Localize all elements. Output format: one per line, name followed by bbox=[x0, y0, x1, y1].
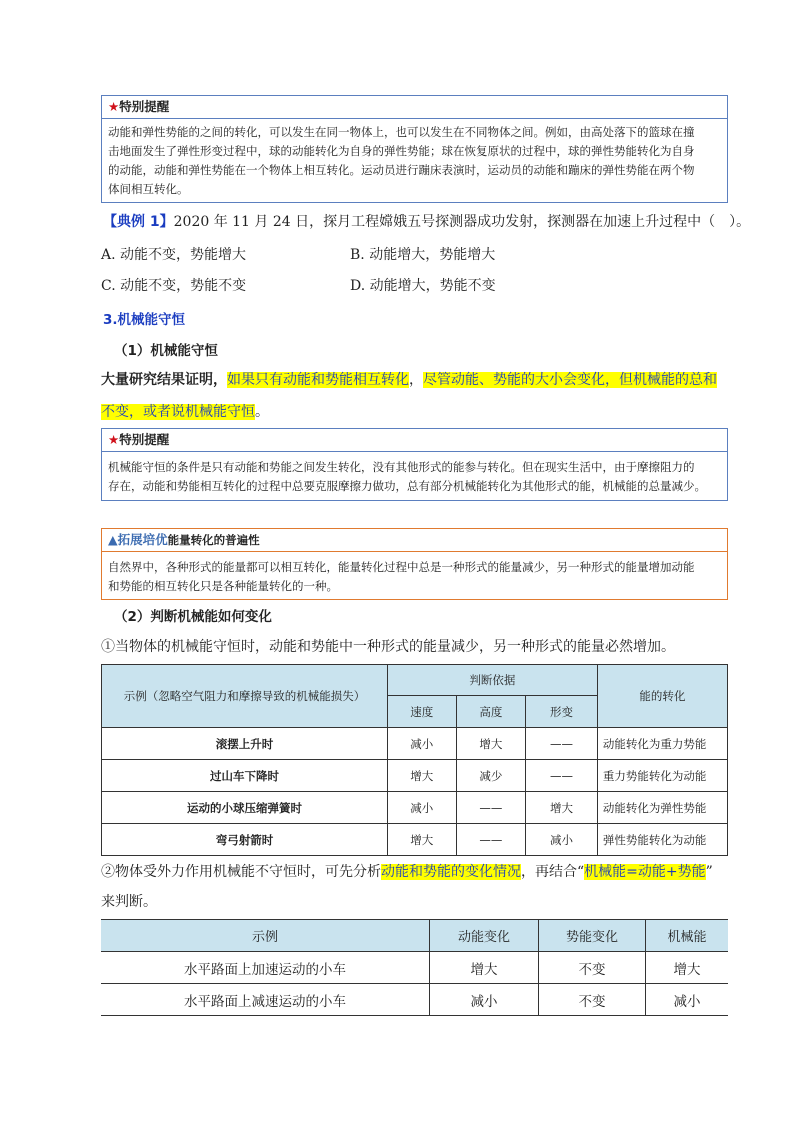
reminder-line: 的动能，动能和弹性势能在一个物体上相互转化。运动员进行蹦床表演时，运动员的动能和蹦床的弹性势能在两个物 bbox=[108, 163, 695, 177]
highlight-text: 动能和势能的变化情况 bbox=[381, 864, 521, 880]
triangle-icon: ▲ bbox=[108, 532, 118, 547]
highlight-text: 如果只有动能和势能相互转化 bbox=[227, 372, 409, 388]
point2-mid: ，再结合“ bbox=[521, 864, 585, 880]
table-row bbox=[102, 792, 728, 824]
cell-me: 减小 bbox=[646, 984, 729, 1016]
para-lead: 大量研究结果证明， bbox=[101, 372, 227, 388]
cell-example: 滚摆上升时 bbox=[102, 728, 388, 760]
subsection-title-2: （2）判断机械能如何变化 bbox=[114, 609, 272, 625]
point-2-line2: 来判断。 bbox=[101, 894, 157, 910]
special-reminder-box-2 bbox=[101, 428, 728, 501]
paragraph-conservation bbox=[101, 370, 717, 390]
example-label: 【典例 1】 bbox=[103, 214, 174, 230]
point2-end: ” bbox=[705, 864, 713, 880]
col-header-example: 示例 bbox=[101, 920, 430, 952]
cell-example: 水平路面上减速运动的小车 bbox=[101, 984, 430, 1016]
extension-subtitle: 能量转化的普遍性 bbox=[167, 533, 260, 547]
reminder-line: 机械能守恒的条件是只有动能和势能之间发生转化，没有其他形式的能参与转化。但在现实生活中，由于摩擦阻力的 bbox=[108, 460, 695, 474]
cell-example: 运动的小球压缩弹簧时 bbox=[102, 792, 388, 824]
cell-speed: 增大 bbox=[388, 760, 457, 792]
para-end: 。 bbox=[255, 404, 269, 420]
para-mid: ， bbox=[409, 372, 423, 388]
reminder-line: 动能和弹性势能的之间的转化，可以发生在同一物体上，也可以发生在不同物体之间。例如，由高处落下的篮球在撞 bbox=[108, 125, 695, 139]
cell-speed: 减小 bbox=[388, 728, 457, 760]
example-question bbox=[103, 212, 750, 232]
col-header-speed: 速度 bbox=[388, 696, 457, 728]
example-text: 2020 年 11 月 24 日，探月工程嫦娥五号探测器成功发射，探测器在加速上升过程中（ ）。 bbox=[173, 214, 751, 230]
col-header-height: 高度 bbox=[456, 696, 526, 728]
option-b: B. 动能增大，势能增大 bbox=[350, 247, 496, 263]
cell-example: 水平路面上加速运动的小车 bbox=[101, 952, 430, 984]
section-title: 3.机械能守恒 bbox=[103, 312, 186, 328]
table-row bbox=[102, 728, 728, 760]
cell-shape: —— bbox=[526, 728, 598, 760]
reminder-title: 特别提醒 bbox=[119, 99, 170, 114]
extension-line: 和势能的相互转化只是各种能量转化的一种。 bbox=[108, 579, 338, 593]
option-d: D. 动能增大，势能不变 bbox=[350, 278, 496, 294]
reminder-line: 存在，动能和势能相互转化的过程中总要克服摩擦力做功，总有部分机械能转化为其他形式的能，机械能的总量减少。 bbox=[108, 479, 706, 493]
cell-example: 弯弓射箭时 bbox=[102, 824, 388, 856]
cell-shape: —— bbox=[526, 760, 598, 792]
reminder-header bbox=[102, 96, 727, 119]
highlight-text: 机械能=动能+势能 bbox=[584, 864, 706, 880]
cell-pe: 不变 bbox=[539, 984, 646, 1016]
extension-line: 自然界中，各种形式的能量都可以相互转化，能量转化过程中总是一种形式的能量减少，另一种形式的能量增加动能 bbox=[108, 560, 695, 574]
cell-height: 减少 bbox=[456, 760, 526, 792]
energy-conversion-table bbox=[101, 664, 728, 856]
cell-ke: 减小 bbox=[430, 984, 539, 1016]
point-1: ①当物体的机械能守恒时，动能和势能中一种形式的能量减少，另一种形式的能量必然增加。 bbox=[101, 639, 675, 655]
cell-me: 增大 bbox=[646, 952, 729, 984]
point2-lead: ②物体受外力作用机械能不守恒时，可先分析 bbox=[101, 864, 381, 880]
star-icon: ★ bbox=[108, 99, 120, 114]
extension-box bbox=[101, 528, 728, 600]
point-2 bbox=[101, 862, 713, 882]
table-row bbox=[101, 984, 728, 1016]
cell-height: 增大 bbox=[456, 728, 526, 760]
col-header-me: 机械能 bbox=[646, 920, 729, 952]
cell-conversion: 动能转化为弹性势能 bbox=[597, 792, 727, 824]
col-header-shape: 形变 bbox=[526, 696, 598, 728]
extension-header bbox=[102, 529, 727, 552]
extension-label: 拓展培优 bbox=[117, 532, 168, 547]
cell-shape: 增大 bbox=[526, 792, 598, 824]
option-a: A. 动能不变，势能增大 bbox=[101, 247, 247, 263]
reminder-line: 击地面发生了弹性形变过程中，球的动能转化为自身的弹性势能；球在恢复原状的过程中，球的弹性势能转化为自身 bbox=[108, 144, 695, 158]
col-header-basis: 判断依据 bbox=[388, 665, 598, 696]
cell-speed: 减小 bbox=[388, 792, 457, 824]
col-header-example: 示例（忽略空气阻力和摩擦导致的机械能损失） bbox=[102, 665, 388, 728]
col-header-pe: 势能变化 bbox=[539, 920, 646, 952]
cell-conversion: 重力势能转化为动能 bbox=[597, 760, 727, 792]
cell-height: —— bbox=[456, 824, 526, 856]
extension-body bbox=[102, 552, 727, 599]
reminder-header bbox=[102, 429, 727, 452]
paragraph-conservation-line2 bbox=[101, 402, 269, 422]
option-c: C. 动能不变，势能不变 bbox=[101, 278, 247, 294]
special-reminder-box-1 bbox=[101, 95, 728, 203]
reminder-line: 体间相互转化。 bbox=[108, 182, 189, 196]
cell-shape: 减小 bbox=[526, 824, 598, 856]
cell-example: 过山车下降时 bbox=[102, 760, 388, 792]
mechanical-energy-table bbox=[101, 919, 728, 1016]
highlight-text: 不变，或者说机械能守恒 bbox=[101, 404, 255, 420]
table-row bbox=[102, 824, 728, 856]
cell-height: —— bbox=[456, 792, 526, 824]
cell-conversion: 动能转化为重力势能 bbox=[597, 728, 727, 760]
table-row bbox=[101, 952, 728, 984]
star-icon: ★ bbox=[108, 432, 120, 447]
cell-ke: 增大 bbox=[430, 952, 539, 984]
col-header-ke: 动能变化 bbox=[430, 920, 539, 952]
table-row bbox=[102, 760, 728, 792]
col-header-conversion: 能的转化 bbox=[597, 665, 727, 728]
reminder-title: 特别提醒 bbox=[119, 432, 170, 447]
cell-speed: 增大 bbox=[388, 824, 457, 856]
reminder-body bbox=[102, 119, 727, 202]
subsection-title-1: （1）机械能守恒 bbox=[114, 343, 218, 359]
cell-conversion: 弹性势能转化为动能 bbox=[597, 824, 727, 856]
cell-pe: 不变 bbox=[539, 952, 646, 984]
highlight-text: 尽管动能、势能的大小会变化，但机械能的总和 bbox=[423, 372, 717, 388]
reminder-body bbox=[102, 452, 727, 500]
